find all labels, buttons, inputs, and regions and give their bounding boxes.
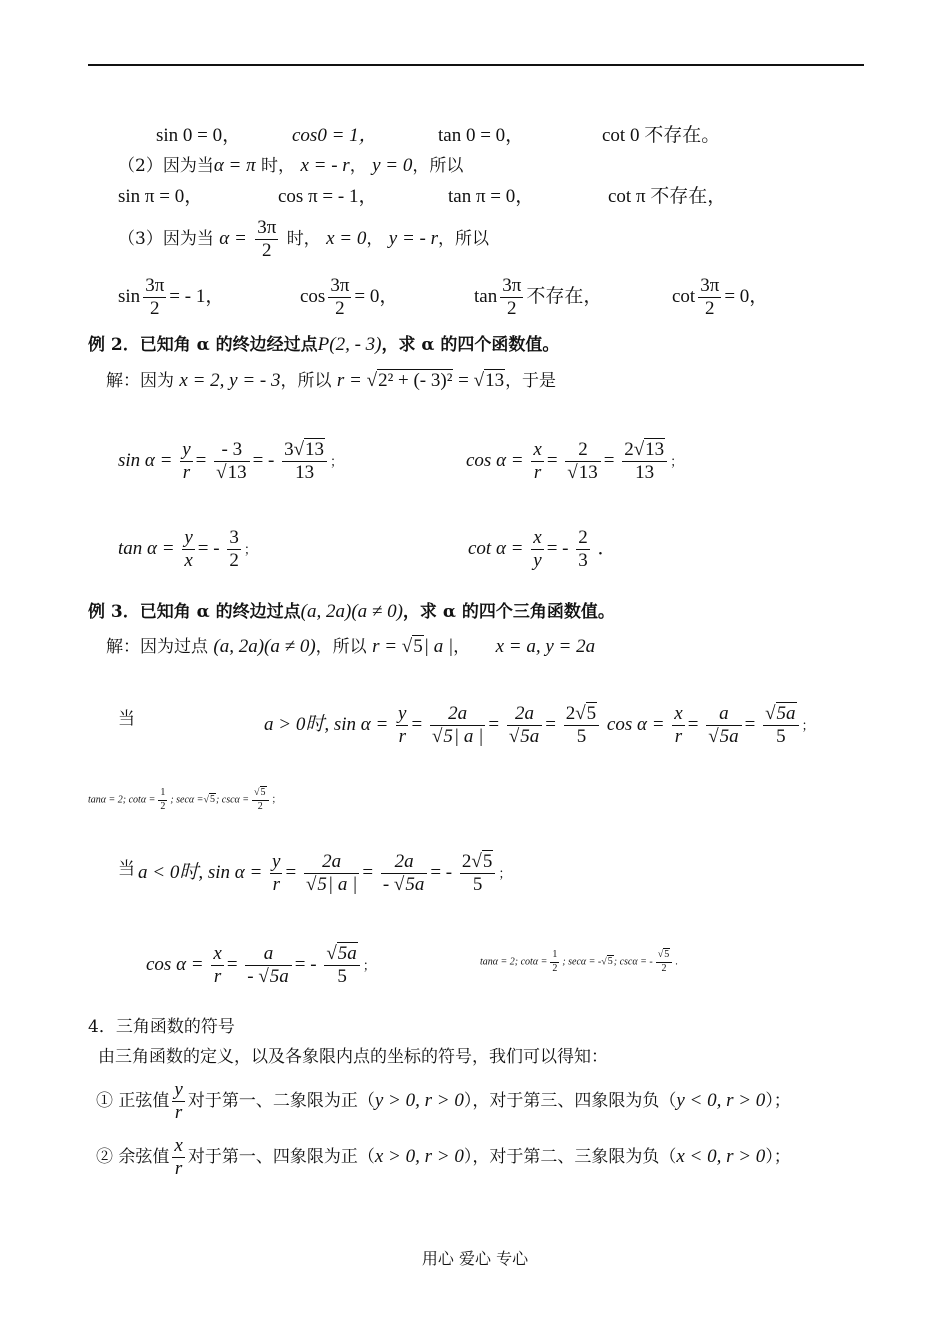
den: 13 xyxy=(295,461,315,483)
rad: 5 xyxy=(664,949,670,960)
r-eq: r = xyxy=(336,370,362,391)
den: 2 xyxy=(507,297,517,319)
neg: - xyxy=(382,873,390,895)
num: 3 xyxy=(229,527,239,548)
cot0-value: cot 0 不存在。 xyxy=(602,125,721,146)
eq: = - xyxy=(197,537,220,559)
num: 3π xyxy=(700,275,720,296)
semi: ； xyxy=(670,453,684,469)
eq: = xyxy=(488,713,500,735)
example-3-solution: 解：因为过点 (a, 2a)(a ≠ 0)，所以 r = √5| a |， x = a, y = 2a xyxy=(106,636,596,657)
title-a: 例 2．已知角 α 的终边经过点 xyxy=(88,335,318,355)
example-2-title xyxy=(88,334,559,356)
den: 5 xyxy=(472,873,483,895)
tan-cot: tanα = 2; cotα = xyxy=(480,956,548,968)
den: 13 xyxy=(635,461,655,483)
den: 13 xyxy=(578,461,598,483)
coef: 3 xyxy=(284,439,294,460)
num: x xyxy=(174,1135,183,1156)
tan-cot: tanα = 2; cotα = xyxy=(88,794,156,806)
comma: ， xyxy=(453,637,471,657)
rad: 5 xyxy=(482,851,493,872)
den: r xyxy=(182,461,191,483)
eq: = - xyxy=(430,861,453,883)
abs: | a | xyxy=(327,873,358,895)
ex3-negative: a < 0时, sin α = $\frac{y}{r}$ = $\frac{2a}{√5| a |}$ = $\frac{2a}{- √5a}$ = - $\frac{2√5}{5}$ ； xyxy=(138,851,512,895)
eq: = - xyxy=(252,449,275,471)
cotpi-value: cot π 不存在， xyxy=(608,186,727,207)
example-2-solution: 解：因为 x = 2, y = - 3，所以 r = √2² + (- 3)² = √13，于是 xyxy=(106,370,557,391)
eq: = xyxy=(687,713,699,735)
text-b: 对于第一、四象限为正（ xyxy=(187,1146,375,1167)
three-pi-over-2-line xyxy=(118,276,818,332)
abs-a: | a | xyxy=(423,636,454,657)
semi: ； xyxy=(498,865,512,881)
rad: 5a xyxy=(337,943,357,964)
csc: ; cscα = xyxy=(215,794,250,806)
semi: ； xyxy=(243,541,257,557)
point-p: P(2, - 3) xyxy=(317,334,382,355)
case2-line xyxy=(118,155,463,177)
dot: ． xyxy=(597,537,617,559)
num: 3π xyxy=(330,275,350,296)
ex3-negative-others: tanα = 2; cotα = $\frac{1}{2}$ ; secα = -√5; cscα = - $\frac{√5}{2}$ . xyxy=(480,949,678,974)
point: (a, 2a)(a ≠ 0) xyxy=(300,601,403,622)
y-eq-0: y = 0 xyxy=(372,155,413,176)
text-when: 时， xyxy=(286,228,321,249)
ex3-negative-cos: cos α = $\frac{x}{r}$ = $\frac{a}{- √5a}$ = - $\frac{√5a}{5}$ ； xyxy=(146,943,376,987)
rad: 5a xyxy=(405,873,425,895)
title-b: ，求 α 的四个三角函数值。 xyxy=(402,602,615,622)
condition: a < 0时, sin α = xyxy=(138,861,263,883)
num: 1 xyxy=(550,950,559,963)
cosine-sign-rule xyxy=(96,1136,791,1186)
sin-3pi2 xyxy=(118,276,224,319)
case3-line xyxy=(118,218,489,261)
cot-3pi2 xyxy=(672,276,768,319)
ex2-cot xyxy=(468,528,617,580)
ex2-sin: sin α = $\frac{y}{r}$ = $\frac{- 3}{√13}$ = - $\frac{3√13}{13}$ ； xyxy=(118,439,344,483)
num: y xyxy=(182,439,191,460)
fn: cos xyxy=(300,285,326,307)
rad: 5a xyxy=(776,703,796,724)
coef: 2 xyxy=(565,703,576,724)
eq: = xyxy=(411,713,423,735)
cospi-value: cos π = - 1， xyxy=(278,186,378,207)
sine-sign-rule xyxy=(96,1080,791,1130)
case3-label: （3）因为当 xyxy=(118,228,214,249)
eq: = xyxy=(546,449,558,471)
fn: sin xyxy=(118,285,141,307)
cos-fn: cos α = xyxy=(606,713,665,735)
eq: = - xyxy=(294,953,317,975)
xy-values: x = 2, y = - 3 xyxy=(179,370,281,391)
frac-3pi-2 xyxy=(255,218,278,261)
eq: = - xyxy=(546,537,569,559)
ex2-cos: cos α = $\frac{x}{r}$ = $\frac{2}{√13}$ = $\frac{2√13}{13}$ ； xyxy=(466,439,684,483)
sin0-line xyxy=(156,125,721,147)
y-eq-neg-r: y = - r xyxy=(388,227,438,249)
page-footer: 用心 爱心 专心 xyxy=(421,1249,529,1268)
den: r xyxy=(674,725,683,747)
sol-b: ，所以 xyxy=(280,371,332,391)
den: y xyxy=(533,549,542,571)
title-b: ，求 α 的四个函数值。 xyxy=(381,335,560,355)
den: r xyxy=(213,965,222,987)
num: x xyxy=(674,703,683,724)
sol-a: 解：因为 xyxy=(106,371,174,391)
num: 3π xyxy=(145,275,165,296)
text-when: 时， xyxy=(255,156,296,176)
num: - 3 xyxy=(214,440,249,462)
sqrt13: 13 xyxy=(485,370,505,391)
num: 2 xyxy=(565,440,600,462)
sol-b: ，所以 xyxy=(315,637,367,657)
sol-a: 解：因为过点 xyxy=(106,637,208,657)
num: y xyxy=(184,527,193,548)
x-eq-neg-r: x = - r xyxy=(300,155,350,176)
rad: 5 xyxy=(209,794,215,806)
when-label-1: 当 xyxy=(118,709,135,729)
num: 2a xyxy=(304,852,359,874)
rad: 5a xyxy=(269,965,289,987)
num: 2a xyxy=(507,704,542,726)
den: 5 xyxy=(576,725,587,747)
cos0-value: cos0 = 1， xyxy=(292,125,378,146)
ex3-positive-others: tanα = 2; cotα = $\frac{1}{2}$ ; secα =√5; cscα = $\frac{√5}{2}$ ； xyxy=(88,787,282,812)
num: y xyxy=(398,703,407,724)
cond-neg: x < 0, r > 0 xyxy=(676,1145,766,1167)
example-3-title xyxy=(88,601,615,623)
num: x xyxy=(533,527,542,548)
val: = 0， xyxy=(354,285,399,307)
when-label-2: 当 xyxy=(118,859,135,879)
den: r xyxy=(174,1101,183,1123)
den: 2 xyxy=(661,962,667,974)
alpha-eq: α = xyxy=(219,227,247,249)
eq: = xyxy=(744,713,756,735)
rad: 5 xyxy=(586,703,597,724)
fn: tan xyxy=(474,285,498,307)
section-4-intro: 由三角函数的定义，以及各象限内点的坐标的符号，我们可以得知： xyxy=(98,1047,608,1067)
text-so: ，所以 xyxy=(412,156,464,176)
num: a xyxy=(706,704,741,726)
section-4-title: 4．三角函数的符号 xyxy=(88,1017,235,1037)
coef: 2 xyxy=(461,851,472,872)
x-eq-0: x = 0 xyxy=(326,227,367,249)
den: r xyxy=(174,1157,183,1179)
cond-pos: y > 0, r > 0 xyxy=(374,1089,464,1111)
ex2-tan xyxy=(118,528,257,580)
val: = - 1， xyxy=(169,285,225,307)
r-eq: r = xyxy=(372,636,398,657)
dot: . xyxy=(675,956,678,968)
coef: 2 xyxy=(624,439,634,460)
den: 2 xyxy=(160,800,166,812)
den: 2 xyxy=(705,297,715,319)
num: 2a xyxy=(430,704,485,726)
num: 2a xyxy=(381,852,428,874)
rad: 5 xyxy=(317,873,327,895)
comma: ， xyxy=(366,228,384,249)
fn: cos α = xyxy=(146,953,204,975)
eq: = xyxy=(603,449,615,471)
cos-3pi2 xyxy=(300,276,398,319)
tan-3pi2 xyxy=(474,276,602,319)
label: ① 正弦值 xyxy=(96,1090,170,1111)
sec: ; secα = xyxy=(170,794,204,806)
sinpi-value: sin π = 0， xyxy=(118,186,204,207)
sol-c: ，于是 xyxy=(505,371,557,391)
den: r xyxy=(398,725,406,747)
den: 5 xyxy=(776,725,786,747)
fn: cos α = xyxy=(466,449,524,471)
frac xyxy=(698,276,721,319)
rad: 5a xyxy=(719,725,739,747)
neg: - xyxy=(247,965,254,987)
rad: 5 xyxy=(443,725,453,747)
abs: | a | xyxy=(453,725,484,747)
xy: x = a, y = 2a xyxy=(495,636,596,657)
denominator: 2 xyxy=(261,239,272,261)
rad: 5 xyxy=(260,787,266,798)
semi: ； xyxy=(362,957,376,973)
numerator: 3π xyxy=(257,217,277,238)
text-b: 对于第一、二象限为正（ xyxy=(187,1090,375,1111)
val: = 0， xyxy=(724,285,769,307)
eq: = xyxy=(195,449,207,471)
num: x xyxy=(213,943,222,964)
semi: ； xyxy=(330,453,344,469)
num: 1 xyxy=(158,788,167,801)
text-f: ）； xyxy=(765,1146,791,1167)
rad: 5a xyxy=(520,725,540,747)
frac xyxy=(143,276,166,319)
fn: cot xyxy=(672,285,696,307)
sqrt5: 5 xyxy=(413,636,423,657)
num: y xyxy=(174,1079,183,1100)
text-so: ，所以 xyxy=(438,228,489,249)
frac xyxy=(500,276,523,319)
sin0-value: sin 0 = 0， xyxy=(156,125,242,146)
radicand: 2² + (- 3)² xyxy=(378,370,453,391)
header-rule xyxy=(88,64,864,66)
fn: cot α = xyxy=(468,537,524,559)
num: 2 xyxy=(578,527,588,548)
cond-pos: x > 0, r > 0 xyxy=(374,1145,464,1167)
sec: ; secα = - xyxy=(562,956,602,968)
eq: = xyxy=(226,953,238,975)
tanpi-value: tan π = 0， xyxy=(448,186,535,207)
point: (a, 2a)(a ≠ 0) xyxy=(213,636,316,657)
fn: sin α = xyxy=(118,449,173,471)
sinpi-line xyxy=(118,186,727,208)
eq: = xyxy=(362,861,374,883)
text-d: ），对于第二、三象限为负（ xyxy=(463,1146,677,1167)
den: 2 xyxy=(149,297,160,319)
num: y xyxy=(272,851,281,872)
eq: = xyxy=(285,861,297,883)
den: r xyxy=(533,461,542,483)
text-f: ）； xyxy=(765,1090,791,1111)
rad: 13 xyxy=(305,439,325,460)
den: 2 xyxy=(257,800,263,812)
den: 2 xyxy=(552,962,558,974)
semi: ； xyxy=(801,717,815,733)
rad: 5 xyxy=(607,956,613,968)
label: ② 余弦值 xyxy=(96,1146,170,1167)
comma: ， xyxy=(349,156,367,176)
eq: = xyxy=(458,370,469,391)
den: 2 xyxy=(229,549,239,571)
val: 不存在， xyxy=(526,285,603,307)
tan0-value: tan 0 = 0， xyxy=(438,125,525,146)
den: 13 xyxy=(227,461,247,483)
fn: tan α = xyxy=(118,537,175,559)
case2-label: （2）因为当 xyxy=(118,156,214,176)
ex3-positive: a > 0时, sin α = $\frac{y}{r}$ = $\frac{2a}{√5| a |}$ = $\frac{2a}{√5a}$ = $\frac{2√5}{5}$ cos α = $\frac{x}{r}$ = $\frac{a}{√5a}$ = $\frac{√5a}{5}$ ； xyxy=(264,703,815,747)
den: r xyxy=(272,873,280,895)
text-d: ），对于第三、四象限为负（ xyxy=(463,1090,677,1111)
num: 3π xyxy=(502,275,522,296)
semi: ； xyxy=(271,794,282,806)
cond-neg: y < 0, r > 0 xyxy=(676,1089,766,1111)
frac xyxy=(328,276,351,319)
condition: a > 0时, sin α = xyxy=(264,713,389,735)
num: a xyxy=(245,944,292,966)
csc: ; cscα = - xyxy=(613,956,653,968)
den: x xyxy=(184,549,193,571)
num: x xyxy=(533,439,542,460)
rad: 13 xyxy=(645,439,665,460)
den: 2 xyxy=(335,297,345,319)
den: 5 xyxy=(337,965,347,987)
alpha-eq-pi: α = π xyxy=(213,155,256,176)
eq: = xyxy=(545,713,556,735)
title-a: 例 3．已知角 α 的终边过点 xyxy=(88,602,301,622)
den: 3 xyxy=(578,549,588,571)
